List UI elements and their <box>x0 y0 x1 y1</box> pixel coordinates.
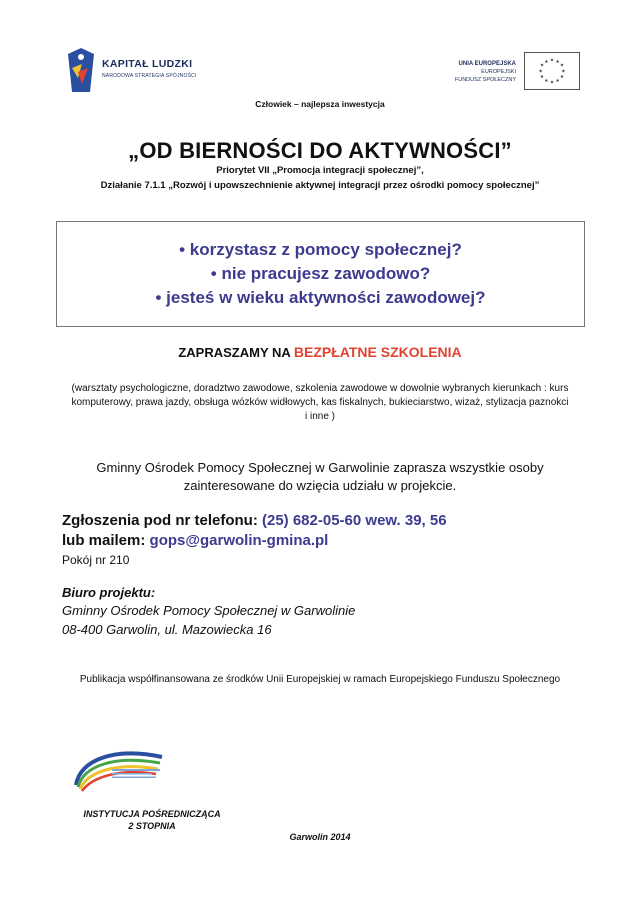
kapital-ludzki-title: KAPITAŁ LUDZKI <box>102 58 193 70</box>
institution-line2: 2 STOPNIA <box>128 821 176 831</box>
invite-highlight: BEZPŁATNE SZKOLENIA <box>293 344 462 360</box>
invite-heading <box>0 344 640 360</box>
email-address: gops@garwolin-gmina.pl <box>149 532 329 549</box>
eu-flag-icon <box>524 52 580 90</box>
place-year: Garwolin 2014 <box>289 832 351 842</box>
kapital-ludzki-logo <box>68 46 218 98</box>
svg-text:★: ★ <box>561 69 566 75</box>
svg-text:★: ★ <box>555 78 560 84</box>
question-social-help: • korzystasz z pomocy społecznej? <box>179 240 462 259</box>
svg-text:★: ★ <box>539 75 545 81</box>
svg-text:★: ★ <box>539 63 545 69</box>
slogan: Człowiek – najlepsza inwestycja <box>255 99 385 109</box>
eu-text-line3: FUNDUSZ SPOŁECZNY <box>454 77 516 83</box>
svg-text:★: ★ <box>544 59 549 65</box>
eu-text <box>455 60 516 84</box>
svg-text:★: ★ <box>544 78 549 84</box>
eu-logo <box>440 52 580 96</box>
question-not-working: • nie pracujesz zawodowo? <box>210 264 431 283</box>
gops-invitation: Gminny Ośrodek Pomocy Społecznej w Garwolinie zaprasza wszystkie osoby zainteresowane do wzięcia udziału w projekcie. <box>96 460 544 493</box>
institution-swoosh-icon <box>70 745 170 793</box>
institution-label <box>62 808 242 832</box>
kapital-ludzki-mark-icon <box>68 48 94 92</box>
svg-text:★: ★ <box>549 80 555 86</box>
project-action: Działanie 7.1.1 „Rozwój i upowszechnienie aktywnej integracji przez ośrodki pomocy społecznej” <box>100 180 540 191</box>
email-contact <box>62 532 328 549</box>
office-address: 08-400 Garwolin, ul. Mazowiecka 16 <box>62 622 272 637</box>
eu-text-line2: EUROPEJSKI <box>481 69 516 75</box>
question-working-age: • jesteś w wieku aktywności zawodowej? <box>155 288 486 307</box>
svg-text:★: ★ <box>559 75 565 81</box>
svg-text:★: ★ <box>538 69 543 75</box>
invite-prefix: ZAPRASZAMY NA <box>178 345 294 360</box>
svg-text:★: ★ <box>555 59 560 65</box>
eu-text-line1: UNIA EUROPEJSKA <box>458 61 516 67</box>
kapital-ludzki-subtitle: NARODOWA STRATEGIA SPÓJNOŚCI <box>102 73 197 79</box>
phone-contact <box>62 512 447 529</box>
svg-text:★: ★ <box>549 58 555 64</box>
office-heading: Biuro projektu: <box>62 585 156 600</box>
institution-line1: INSTYTUCJA POŚREDNICZĄCA <box>83 809 221 819</box>
phone-label: Zgłoszenia pod nr telefonu: <box>62 512 262 529</box>
publication-note: Publikacja współfinansowana ze środków Unii Europejskiej w ramach Europejskiego Funduszu Społecznego <box>79 674 561 685</box>
workshops-description: (warsztaty psychologiczne, doradztwo zawodowe, szkolenia zawodowe w dowolnie wybranych kierunkach : kurs komputerowy, prawa jazdy, obsługa wózków widłowych, kas fiskalnych, bukieciarstwo, wizaż, stylizacja paznokci i inne ) <box>71 383 569 422</box>
project-title: „OD BIERNOŚCI DO AKTYWNOŚCI” <box>128 138 512 163</box>
svg-text:★: ★ <box>559 63 565 69</box>
phone-number: (25) 682-05-60 wew. 39, 56 <box>262 512 447 529</box>
project-priority: Priorytet VII „Promocja integracji społecznej”, <box>216 165 424 176</box>
office-name: Gminny Ośrodek Pomocy Społecznej w Garwolinie <box>62 603 356 618</box>
email-label: lub mailem: <box>62 532 150 549</box>
questions-box <box>56 221 585 327</box>
room-number: Pokój nr 210 <box>62 553 130 567</box>
